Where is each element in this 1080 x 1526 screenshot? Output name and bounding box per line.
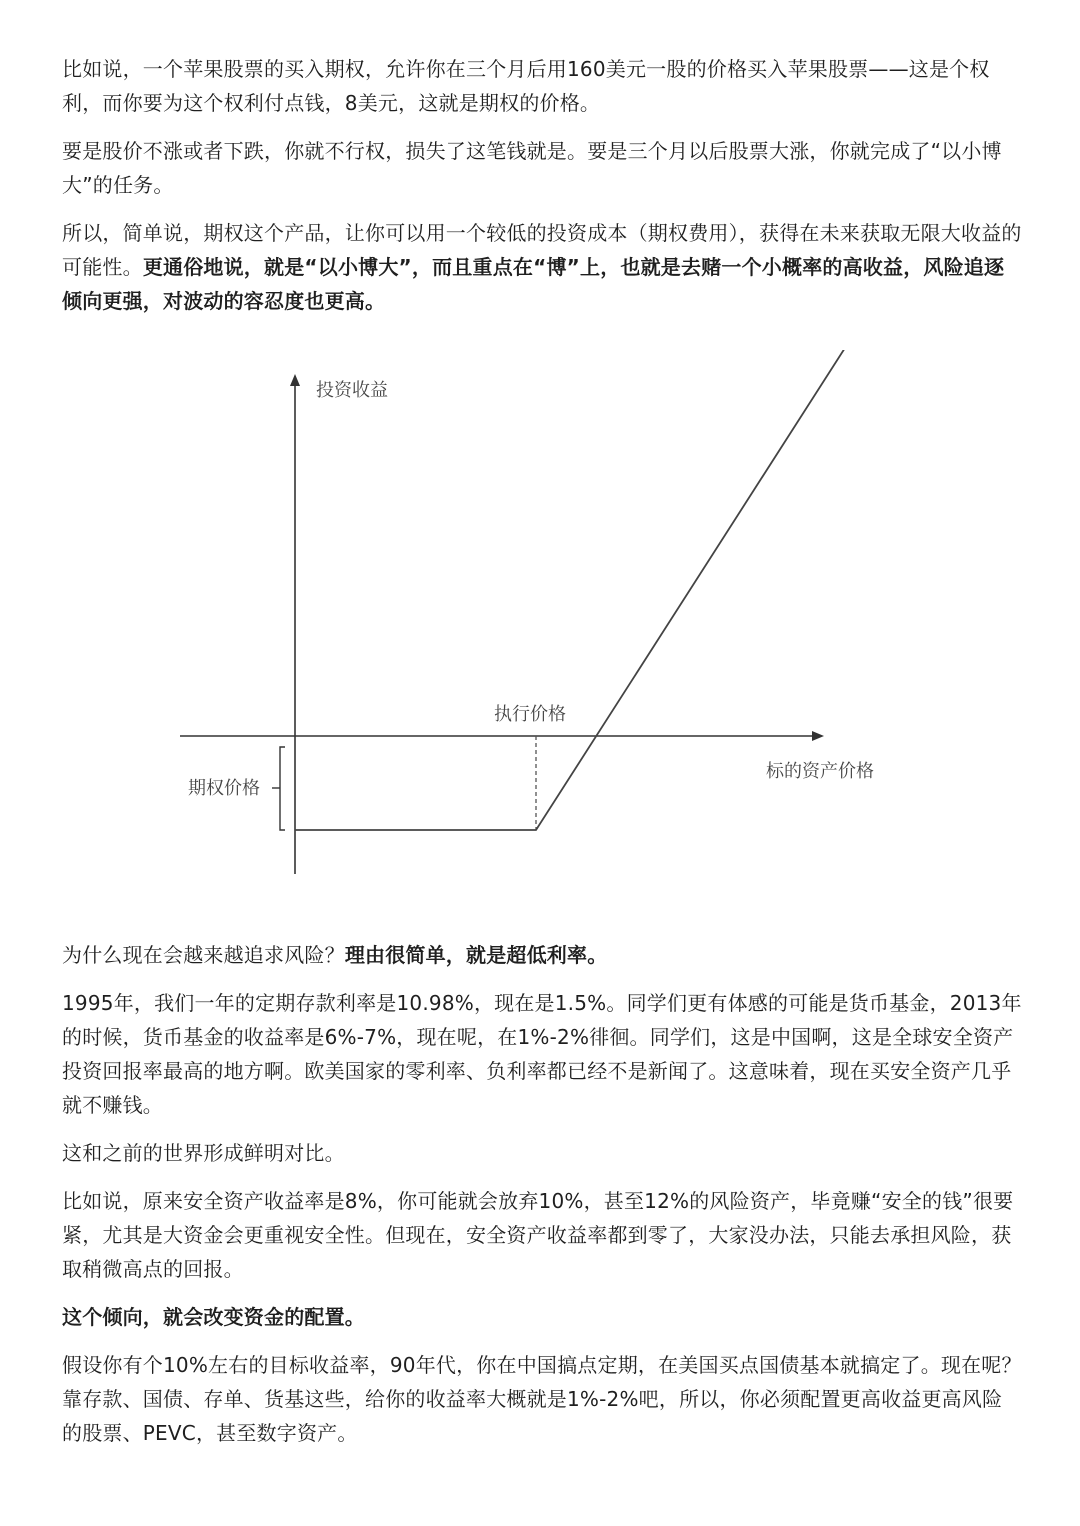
paragraph-1: 比如说，一个苹果股票的买入期权，允许你在三个月后用160美元一股的价格买入苹果股票——这是个权利，而你要为这个权利付点钱，8美元，这就是期权的价格。	[62, 57, 990, 115]
chart-svg	[62, 350, 1022, 910]
paragraph-4: 为什么现在会越来越追求风险？理由很简单，就是超低利率。	[62, 943, 608, 967]
article-body	[62, 52, 1022, 1464]
premium-label: 期权价格	[188, 778, 260, 799]
y-axis-arrow	[290, 374, 300, 386]
paragraph-2: 要是股价不涨或者下跌，你就不行权，损失了这笔钱就是。要是三个月以后股票大涨，你就完成了“以小博大”的任务。	[62, 139, 1002, 197]
premium-bracket	[280, 747, 285, 830]
paragraph-5: 1995年，我们一年的定期存款利率是10.98%，现在是1.5%。同学们更有体感的可能是货币基金，2013年的时候，货币基金的收益率是6%-7%，现在呢，在1%-2%徘徊。同学们，这是中国啊，这是全球安全资产投资回报率最高的地方啊。欧美国家的零利率、负利率都已经不是新闻了。这意味着，现在买安全资产几乎就不赚钱。	[62, 991, 1022, 1117]
bold-emphasis: 更通俗地说，就是“以小博大”，而且重点在“博”上，也就是去赌一个小概率的高收益，风险追逐倾向更强，对波动的容忍度也更高。	[62, 255, 1005, 313]
paragraph-6: 这和之前的世界形成鲜明对比。	[62, 1141, 345, 1165]
option-payoff-chart	[62, 350, 1022, 910]
payoff-line	[295, 350, 898, 830]
x-axis-arrow	[812, 731, 824, 741]
bold-emphasis: 理由很简单，就是超低利率。	[344, 943, 608, 967]
paragraph-9: 假设你有个10%左右的目标收益率，90年代，你在中国搞点定期，在美国买点国债基本就搞定了。现在呢？靠存款、国债、存单、货基这些，给你的收益率大概就是1%-2%吧，所以，你必须配置更高收益更高风险的股票、PEVC，甚至数字资产。	[62, 1353, 1022, 1445]
paragraph-8	[62, 1300, 1022, 1334]
x-axis-label: 标的资产价格	[766, 761, 874, 782]
paragraph-3: 所以，简单说，期权这个产品，让你可以用一个较低的投资成本（期权费用），获得在未来获取无限大收益的可能性。更通俗地说，就是“以小博大”，而且重点在“博”上，也就是去赌一个小概率的高收益，风险追逐倾向更强，对波动的容忍度也更高。	[62, 221, 1022, 313]
strike-label: 执行价格	[494, 704, 566, 725]
y-axis-label: 投资收益	[316, 380, 388, 401]
bold-emphasis: 这个倾向，就会改变资金的配置。	[62, 1305, 365, 1329]
paragraph-7: 比如说，原来安全资产收益率是8%，你可能就会放弃10%，甚至12%的风险资产，毕竟赚“安全的钱”很要紧，尤其是大资金会更重视安全性。但现在，安全资产收益率都到零了，大家没办法，只能去承担风险，获取稍微高点的回报。	[62, 1189, 1014, 1281]
